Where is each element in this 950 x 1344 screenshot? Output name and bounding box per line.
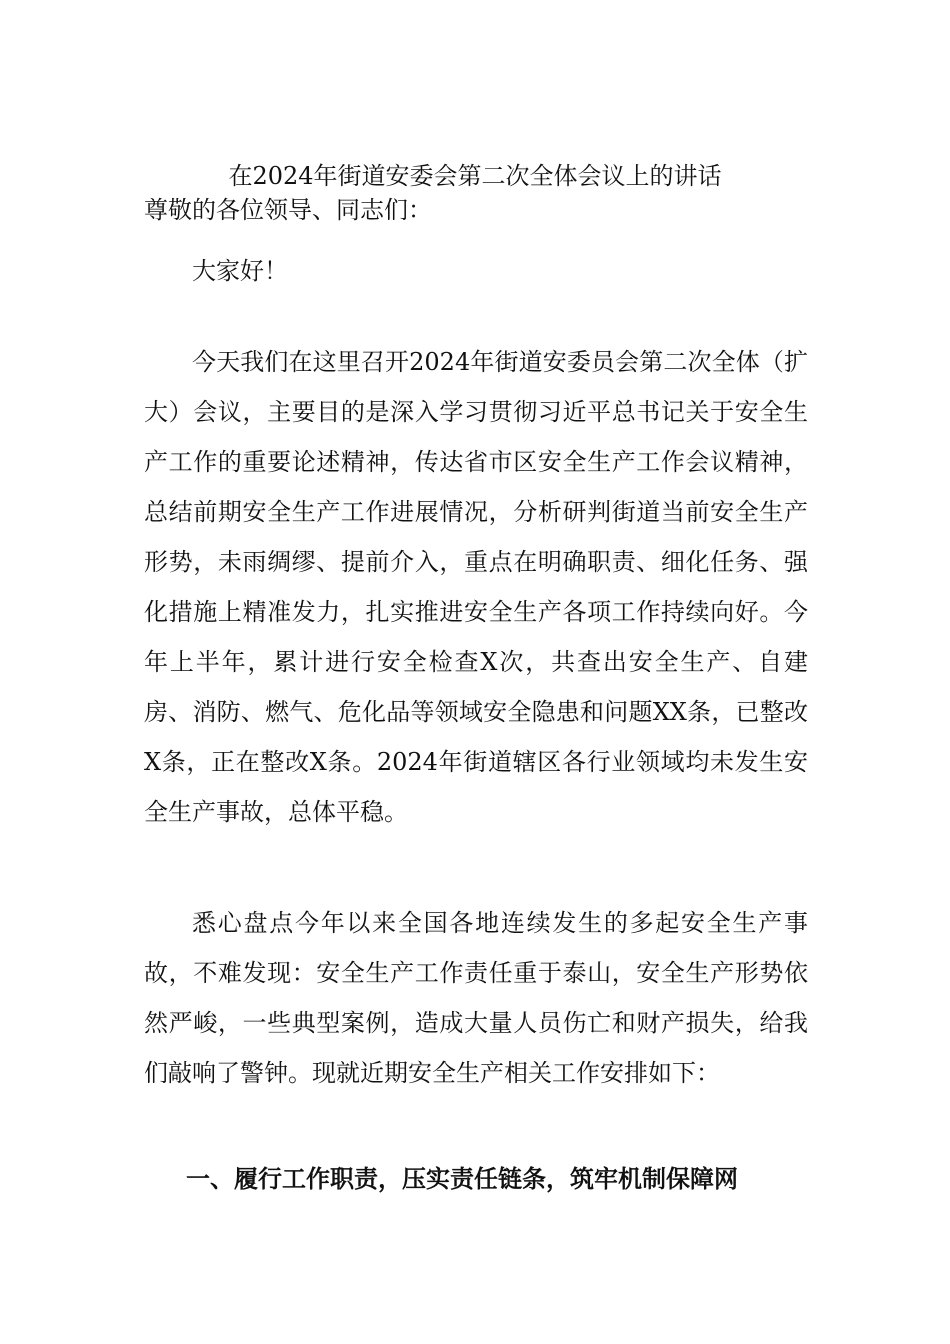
section-heading-1: 一、履行工作职责，压实责任链条，筑牢机制保障网 bbox=[186, 1164, 738, 1193]
greeting: 大家好！ bbox=[192, 257, 288, 285]
body-paragraph-1: 今天我们在这里召开2024年街道安委员会第二次全体（扩大）会议，主要目的是深入学习贯彻习近平总书记关于安全生产工作的重要论述精神，传达省市区安全生产工作会议精神，总结前期安全生产工作进展情况，分析研判街道当前安全生产形势，未雨绸缪、提前介入，重点在明确职责、细化任务、强化措施上精准发力，扎实推进安全生产各项工作持续向好。今年上半年，累计进行安全检查X次，共查出安全生产、自建房、消防、燃气、危化品等领域安全隐患和问题XX条，已整改X条，正在整改X条。2024年街道辖区各行业领域均未发生安全生产事故，总体平稳。 bbox=[144, 348, 808, 826]
salutation: 尊敬的各位领导、同志们： bbox=[144, 196, 432, 224]
document-title: 在2024年街道安委会第二次全体会议上的讲话 bbox=[228, 162, 722, 190]
body-paragraph-2: 悉心盘点今年以来全国各地连续发生的多起安全生产事故，不难发现：安全生产工作责任重于泰山，安全生产形势依然严峻，一些典型案例，造成大量人员伤亡和财产损失，给我们敲响了警钟。现就近期安全生产相关工作安排如下： bbox=[144, 909, 808, 1087]
